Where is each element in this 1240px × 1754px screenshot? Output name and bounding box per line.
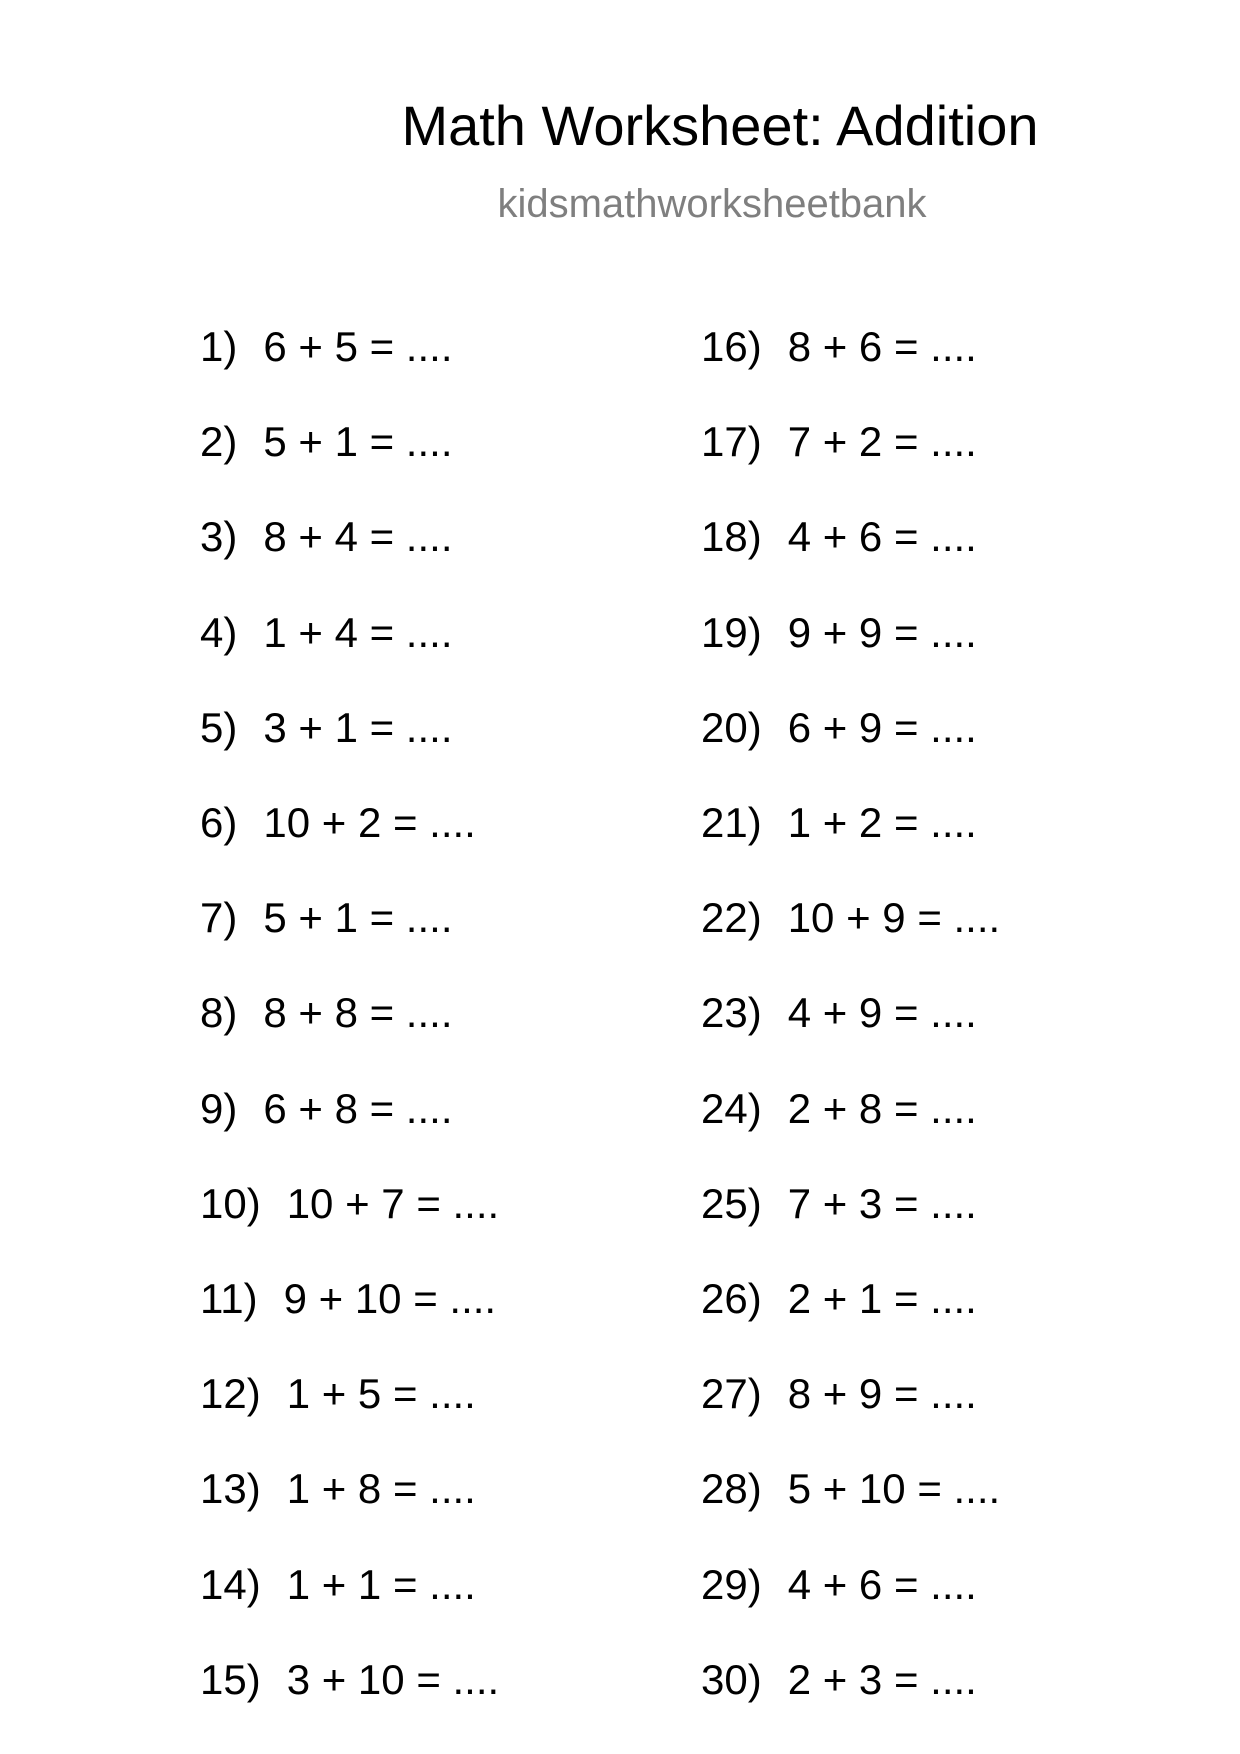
problem-item: [200, 1274, 496, 1324]
problem-item: [200, 893, 452, 943]
problem-item: [701, 893, 1000, 943]
problem-expression: 6 + 8 = ....: [263, 1084, 453, 1132]
problem-number: 25): [701, 1179, 762, 1227]
problem-item: [200, 1369, 476, 1419]
problem-expression: 4 + 6 = ....: [787, 1560, 977, 1608]
problem-number: 3): [200, 513, 238, 561]
problem-item: [701, 512, 977, 562]
problem-expression: 6 + 5 = ....: [263, 323, 453, 370]
problem-number: 20): [701, 703, 762, 751]
problem-item: [701, 1464, 1000, 1514]
problem-item: [200, 322, 452, 372]
problem-number: 9): [200, 1084, 238, 1132]
problem-expression: 1 + 5 = ....: [286, 1370, 476, 1418]
problem-expression: 2 + 3 = ....: [787, 1655, 977, 1703]
problem-expression: 2 + 1 = ....: [787, 1275, 977, 1322]
problem-item: [701, 608, 977, 658]
problem-number: 12): [200, 1370, 261, 1418]
problem-expression: 5 + 1 = ....: [263, 894, 453, 942]
problem-item: [701, 417, 977, 467]
problem-expression: 8 + 4 = ....: [263, 513, 453, 561]
problem-item: [701, 1369, 977, 1419]
problem-number: 18): [701, 513, 762, 561]
problem-expression: 5 + 10 = ....: [787, 1465, 1001, 1513]
problem-number: 13): [200, 1465, 261, 1513]
worksheet-title: [0, 94, 1240, 157]
problem-number: 23): [701, 989, 762, 1037]
problem-number: 16): [701, 323, 762, 370]
problem-number: 26): [701, 1275, 762, 1322]
problem-number: 11): [200, 1275, 258, 1322]
problem-number: 14): [200, 1560, 261, 1608]
problem-expression: 10 + 9 = ....: [787, 894, 1001, 942]
problem-expression: 1 + 2 = ....: [787, 799, 977, 846]
problem-expression: 10 + 2 = ....: [263, 799, 476, 846]
problem-number: 10): [200, 1179, 261, 1227]
problem-expression: 4 + 9 = ....: [787, 989, 977, 1037]
problem-expression: 4 + 6 = ....: [787, 513, 977, 561]
problem-number: 21): [701, 799, 762, 846]
problem-item: [200, 1464, 476, 1514]
worksheet-subtitle-text: kidsmathworksheetbank: [497, 182, 927, 226]
problem-item: [701, 1179, 977, 1229]
problem-expression: 9 + 10 = ....: [283, 1275, 497, 1322]
problem-expression: 3 + 10 = ....: [286, 1655, 500, 1703]
problem-number: 4): [200, 608, 238, 656]
problem-item: [701, 798, 977, 848]
problem-item: [200, 703, 452, 753]
problem-item: [200, 1560, 476, 1610]
problem-expression: 6 + 9 = ....: [787, 703, 977, 751]
problem-number: 8): [200, 989, 238, 1037]
problem-item: [200, 417, 452, 467]
problem-item: [200, 608, 452, 658]
problem-item: [200, 1655, 499, 1705]
worksheet-subtitle: [0, 184, 1240, 224]
problem-number: 24): [701, 1084, 762, 1132]
problem-expression: 1 + 4 = ....: [263, 608, 453, 656]
problem-item: [200, 798, 476, 848]
problem-item: [701, 988, 977, 1038]
problem-number: 28): [701, 1465, 762, 1513]
problem-item: [200, 988, 452, 1038]
problem-expression: 8 + 8 = ....: [263, 989, 453, 1037]
problem-item: [200, 1179, 499, 1229]
problem-number: 7): [200, 894, 238, 942]
problem-expression: 1 + 8 = ....: [286, 1465, 476, 1513]
problem-number: 19): [701, 608, 762, 656]
problem-expression: 3 + 1 = ....: [263, 703, 453, 751]
problem-item: [701, 322, 977, 372]
problem-item: [701, 703, 977, 753]
problem-number: 2): [200, 418, 238, 466]
problem-expression: 8 + 6 = ....: [787, 323, 977, 370]
problem-number: 15): [200, 1655, 261, 1703]
problem-expression: 2 + 8 = ....: [787, 1084, 977, 1132]
problem-number: 17): [701, 418, 762, 466]
problem-expression: 5 + 1 = ....: [263, 418, 453, 466]
problem-number: 22): [701, 894, 762, 942]
problem-number: 30): [701, 1655, 762, 1703]
problem-number: 1): [200, 323, 238, 370]
problem-number: 29): [701, 1560, 762, 1608]
problem-item: [701, 1274, 977, 1324]
problem-item: [200, 512, 452, 562]
problem-number: 5): [200, 703, 238, 751]
problem-expression: 7 + 2 = ....: [787, 418, 977, 466]
problem-expression: 7 + 3 = ....: [787, 1179, 977, 1227]
problem-expression: 9 + 9 = ....: [787, 608, 977, 656]
problem-item: [701, 1655, 977, 1705]
problem-number: 27): [701, 1370, 762, 1418]
problem-expression: 1 + 1 = ....: [286, 1560, 476, 1608]
problem-item: [701, 1084, 977, 1134]
problem-expression: 10 + 7 = ....: [286, 1179, 500, 1227]
problem-number: 6): [200, 799, 238, 846]
worksheet-title-text: Math Worksheet: Addition: [401, 94, 1039, 157]
problem-item: [701, 1560, 977, 1610]
problem-item: [200, 1084, 452, 1134]
problem-expression: 8 + 9 = ....: [787, 1370, 977, 1418]
